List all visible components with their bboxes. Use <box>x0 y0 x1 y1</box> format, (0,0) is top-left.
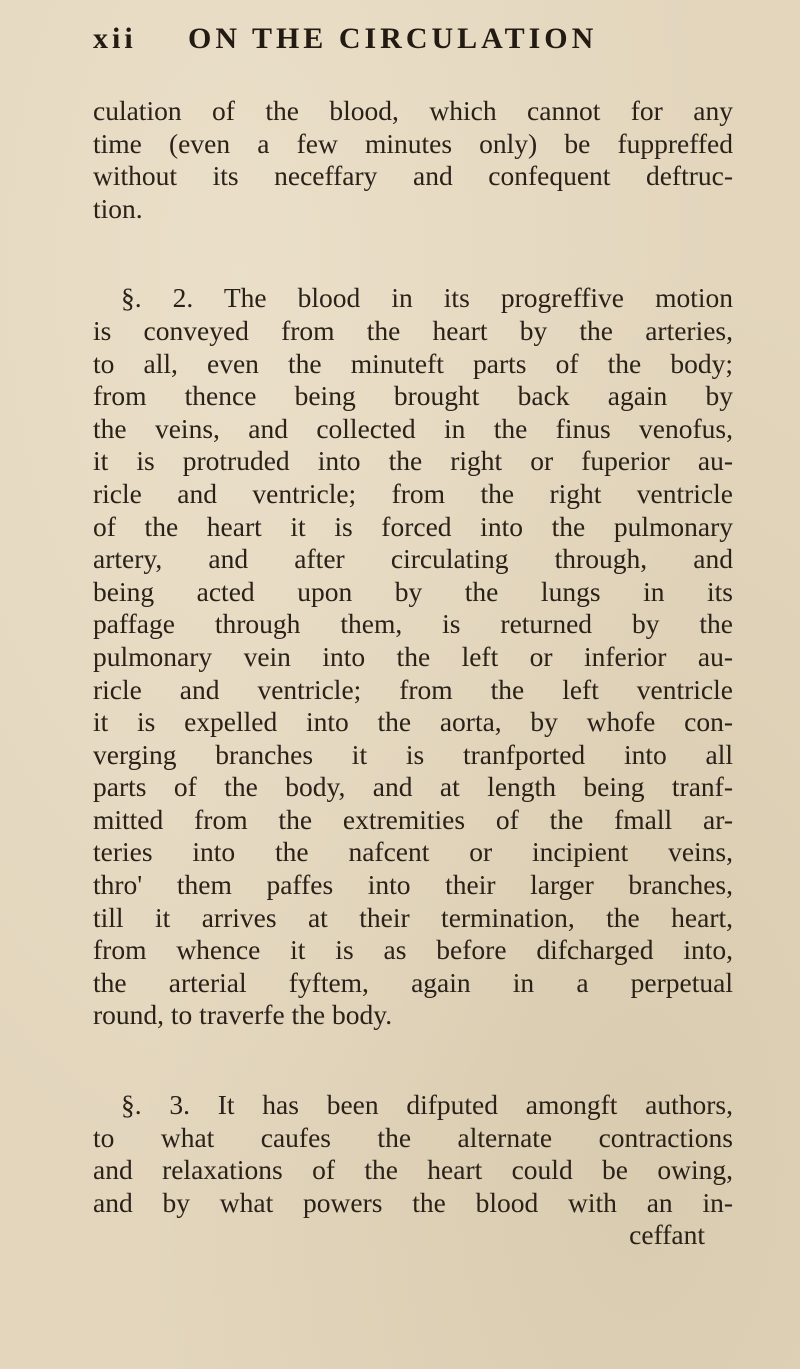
text-line: parts of the body, and at length being tranf- <box>93 771 733 803</box>
body-text <box>93 95 733 1252</box>
paragraph-gap <box>93 225 733 282</box>
text-line: ricle and ventricle; from the right ventricle <box>93 477 733 509</box>
text-line: mitted from the extremities of the fmall ar- <box>93 803 733 835</box>
text-line: it is expelled into the aorta, by whofe con- <box>93 706 733 738</box>
text-line: paffage through them, is returned by the <box>93 608 733 640</box>
text-line: being acted upon by the lungs in its <box>93 575 733 607</box>
paragraph-section-2 <box>93 282 733 1032</box>
text-line: teries into the nafcent or incipient veins, <box>93 836 733 868</box>
text-line: round, to traverfe the body. <box>93 999 393 1031</box>
text-line: and relaxations of the heart could be owing, <box>93 1154 733 1186</box>
text-line: the veins, and collected in the finus venofus, <box>93 412 733 444</box>
page-number: xii <box>93 22 137 55</box>
text-line: to all, even the minuteft parts of the body; <box>93 347 733 379</box>
paragraph-continuation <box>93 95 733 225</box>
text-line: ricle and ventricle; from the left ventricle <box>93 673 733 705</box>
text-line: pulmonary vein into the left or inferior au- <box>93 640 733 672</box>
text-line: to what caufes the alternate contractions <box>93 1121 733 1153</box>
catchword: ceffant <box>629 1219 705 1251</box>
text-line: from thence being brought back again by <box>93 380 733 412</box>
running-head <box>93 22 733 58</box>
text-line: artery, and after circulating through, and <box>93 543 733 575</box>
paragraph-gap <box>93 1032 733 1089</box>
text-line: it is protruded into the right or fuperior au- <box>93 445 733 477</box>
text-line: the arterial fyftem, again in a perpetual <box>93 966 733 998</box>
paragraph-section-3 <box>93 1089 733 1252</box>
running-title: ON THE CIRCULATION <box>188 22 598 55</box>
text-line: without its neceffary and confequent deftruc- <box>93 160 733 192</box>
text-line: thro' them paffes into their larger branches, <box>93 869 733 901</box>
text-line: from whence it is as before difcharged into, <box>93 934 733 966</box>
text-line: is conveyed from the heart by the arteries, <box>93 314 733 346</box>
text-line: verging branches it is tranfported into all <box>93 738 733 770</box>
section-heading-line: §. 3. It has been difputed amongft authors, <box>121 1089 733 1121</box>
text-line: and by what powers the blood with an in- <box>93 1186 733 1218</box>
text-line: of the heart it is forced into the pulmonary <box>93 510 733 542</box>
text-line: till it arrives at their termination, the heart, <box>93 901 733 933</box>
section-heading-line: §. 2. The blood in its progreffive motion <box>121 282 733 314</box>
text-line: tion. <box>93 192 143 224</box>
text-line: culation of the blood, which cannot for any <box>93 95 733 126</box>
text-line: time (even a few minutes only) be fuppreffed <box>93 127 733 159</box>
